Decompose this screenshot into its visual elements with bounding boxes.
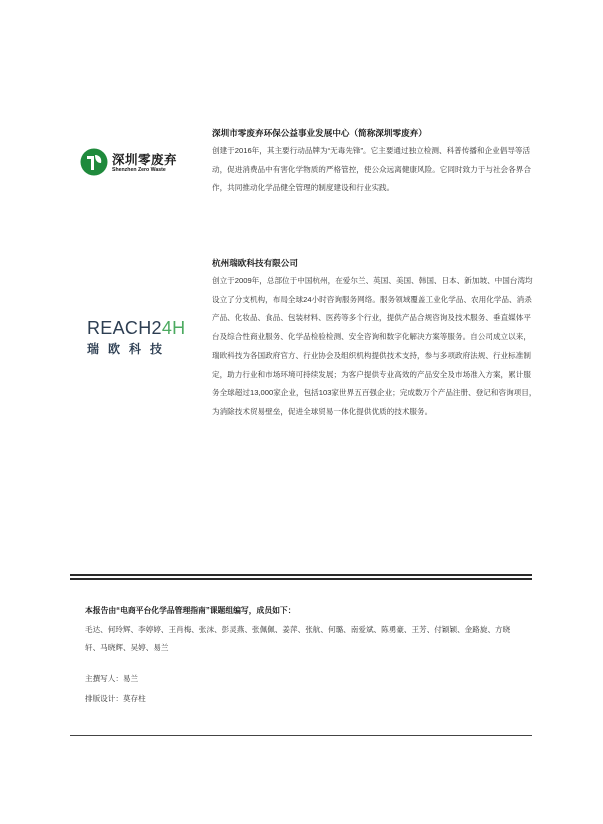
credits-members: 毛达、何玲辉、李婷婷、王肖梅、张沫、彭灵燕、张佩佩、姜萍、张航、何璐、南爱斌、陈勇豪、王芳、付颖颖、金路旋、方晓轩、马晓辉、吴婷、易兰 [85, 625, 511, 652]
logo-wordmark: REACH24H [87, 318, 186, 338]
org-title: 深圳市零废弃环保公益事业发展中心（简称深圳零废弃） [212, 128, 427, 138]
logo-chinese-name: 瑞欧科技 [87, 342, 172, 356]
logo-name: 深圳零废弃 [112, 153, 178, 167]
divider-top-1 [70, 574, 532, 576]
zero-waste-leaf-icon [80, 148, 108, 176]
org-description: 创立于2009年，总部位于中国杭州，在爱尔兰、英国、美国、韩国、日本、新加坡、中国台湾均设立了分支机构，布局全球24小时咨询服务网络。服务领域覆盖工业化学品、农用化学品、消杀产品、化妆品、食品、包装材料、医药等多个行业，提供产品合规咨询及技术服务、垂直媒体平台及综合性商业服务、化学品检验检测、安全咨询和数字化解决方案等服务。自公司成立以来，瑞欧科技为各国政府官方、行业协会及组织机构提供技术支持，参与多项政府法规、行业标准制定，助力行业和市场环境可持续发展；为客户提供专业高效的产品安全及市场准入方案，累计服务全球超过13,000家企业，包括103家世界五百强企业；完成数万个产品注册、登记和咨询项目，为消除技术贸易壁垒，促进全球贸易一体化提供优质的技术服务。 [212, 276, 537, 416]
credits-section [85, 604, 525, 707]
reach24h-logo [87, 318, 187, 358]
credits-author: 主撰写人：易兰 [85, 674, 139, 683]
credits-designer: 排版设计：莫存柱 [85, 693, 146, 703]
org-section-shenzhen [212, 126, 537, 198]
divider-bottom [70, 735, 532, 736]
org-title: 杭州瑞欧科技有限公司 [212, 258, 298, 268]
logo-subtitle: Shenzhen Zero Waste [112, 167, 166, 173]
org-description: 创建于2016年，其主要行动品牌为“无毒先锋”。它主要通过独立检测、科普传播和企业倡导等活动，促进消费品中有害化学物质的严格管控，使公众远离健康风险。它同时致力于与社会各界合作，共同推动化学品健全管理的制度建设和行业实践。 [212, 146, 531, 193]
org-section-reach24h [212, 256, 537, 422]
shenzhen-zero-waste-logo [80, 148, 210, 178]
divider-top-2 [70, 578, 532, 580]
credits-heading: 本报告由“电商平台化学品管理指南”课题组编写，成员如下： [85, 606, 296, 615]
